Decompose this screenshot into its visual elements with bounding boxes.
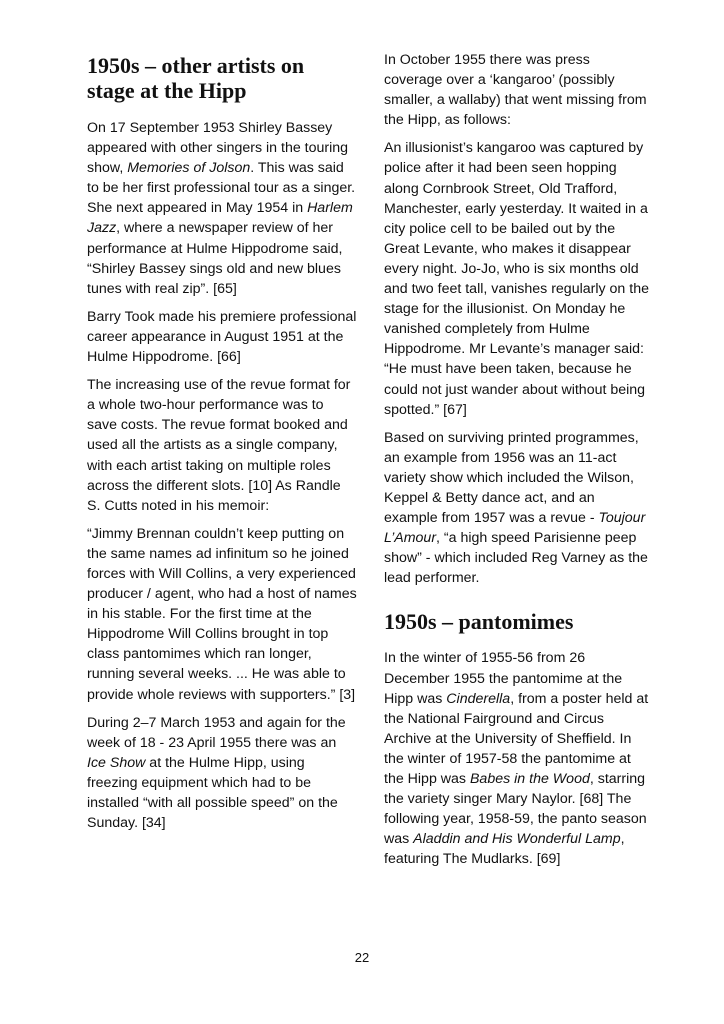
paragraph-pantomimes xyxy=(384,648,652,869)
heading-pantomimes: 1950s – pantomimes xyxy=(384,609,574,635)
paragraph-cutts-quote: “Jimmy Brennan couldn’t keep putting on the same names ad infinitum so he joined forces with Will Collins, a very experienced producer / agent, who had a host of names in his stable. For the first time at the Hippodrome Will Collins brought in top class pantomimes which ran longer, running several weeks. ... He was able to provide whole reviews with supporters.” [3] xyxy=(87,525,357,703)
paragraph-ice-show xyxy=(87,713,357,834)
text-run: In the winter of 1955-56 from 26 December 1955 the pantomime at the Hipp was xyxy=(384,650,623,707)
paragraph-shirley-bassey xyxy=(87,118,357,299)
text-run: , featuring The Mudlarks. [69] xyxy=(384,831,625,868)
text-run: , “a high speed Parisienne peep show” - which included Reg Varney as the lead performer. xyxy=(384,530,648,587)
heading-other-artists: 1950s – other artists on stage at the Hipp xyxy=(87,53,305,103)
italic-title: Cinderella xyxy=(446,690,511,707)
italic-title: Toujour L’Amour xyxy=(384,510,646,547)
paragraph-barry-took: Barry Took made his premiere professional career appearance in August 1951 at the Hulme Hippodrome. [66] xyxy=(87,308,357,366)
text-run: , starring the variety singer Mary Naylor. [68] The following year, 1958-59, the panto season was xyxy=(384,771,647,848)
page-number: 22 xyxy=(354,950,370,965)
text-run: On 17 September 1953 Shirley Bassey appeared with other singers in the touring show, xyxy=(87,120,349,177)
text-run: , from a poster held at the National Fairground and Circus Archive at the University of Sheffield. In the winter of 1957-58 the pantomime at the Hipp was xyxy=(384,690,649,787)
italic-title: Babes in the Wood xyxy=(469,771,590,787)
right-column xyxy=(384,0,652,877)
italic-title: Memories of Jolson xyxy=(127,160,251,177)
paragraph-kangaroo-quote: An illusionist’s kangaroo was captured by police after it had been seen hopping along Cornbrook Street, Old Trafford, Manchester, early yesterday. It waited in a city police cell to be bailed out by the Great Levante, who makes it disappear every night. Jo-Jo, who is six months old and two feet tall, vanishes regularly on the stage for the illusionist. On Monday he vanished completely from Hulme Hippodrome. Mr Levante’s manager said: “He must have been taken, because he could not just wander about without being spotted.” [67] xyxy=(384,140,649,418)
italic-title: Ice Show xyxy=(87,754,146,771)
paragraph-kangaroo-intro: In October 1955 there was press coverage over a ‘kangaroo’ (possibly smaller, a wallaby) that went missing from the Hipp, as follows: xyxy=(384,52,647,129)
text-run: . This was said to be her first professional tour as a singer. She next appeared in May 1954 in xyxy=(87,160,356,217)
text-run: , where a newspaper review of her performance at Hulme Hippodrome said, “Shirley Bassey sings old and new blues tunes with real zip”. [65] xyxy=(87,220,343,297)
paragraph-programmes xyxy=(384,428,652,589)
text-run: Based on surviving printed programmes, an example from 1956 was an 11-act variety show which included the Wilson, Keppel & Betty dance act, and an example from 1957 was a revue - xyxy=(384,429,639,527)
left-column xyxy=(87,0,357,841)
paragraph-revue-format: The increasing use of the revue format for a whole two-hour performance was to save costs. The revue format booked and used all the artists as a single company, with each artist taking on multiple roles across the different slots. [10] As Randle S. Cutts noted in his memoir: xyxy=(87,377,351,514)
italic-title: Harlem Jazz xyxy=(87,200,353,237)
text-run: at the Hulme Hipp, using freezing equipment which had to be installed “with all possible speed” on the Sunday. [34] xyxy=(87,754,338,832)
italic-title: Aladdin and His Wonderful Lamp xyxy=(413,831,621,848)
text-run: During 2–7 March 1953 and again for the week of 18 - 23 April 1955 there was an xyxy=(87,714,346,751)
